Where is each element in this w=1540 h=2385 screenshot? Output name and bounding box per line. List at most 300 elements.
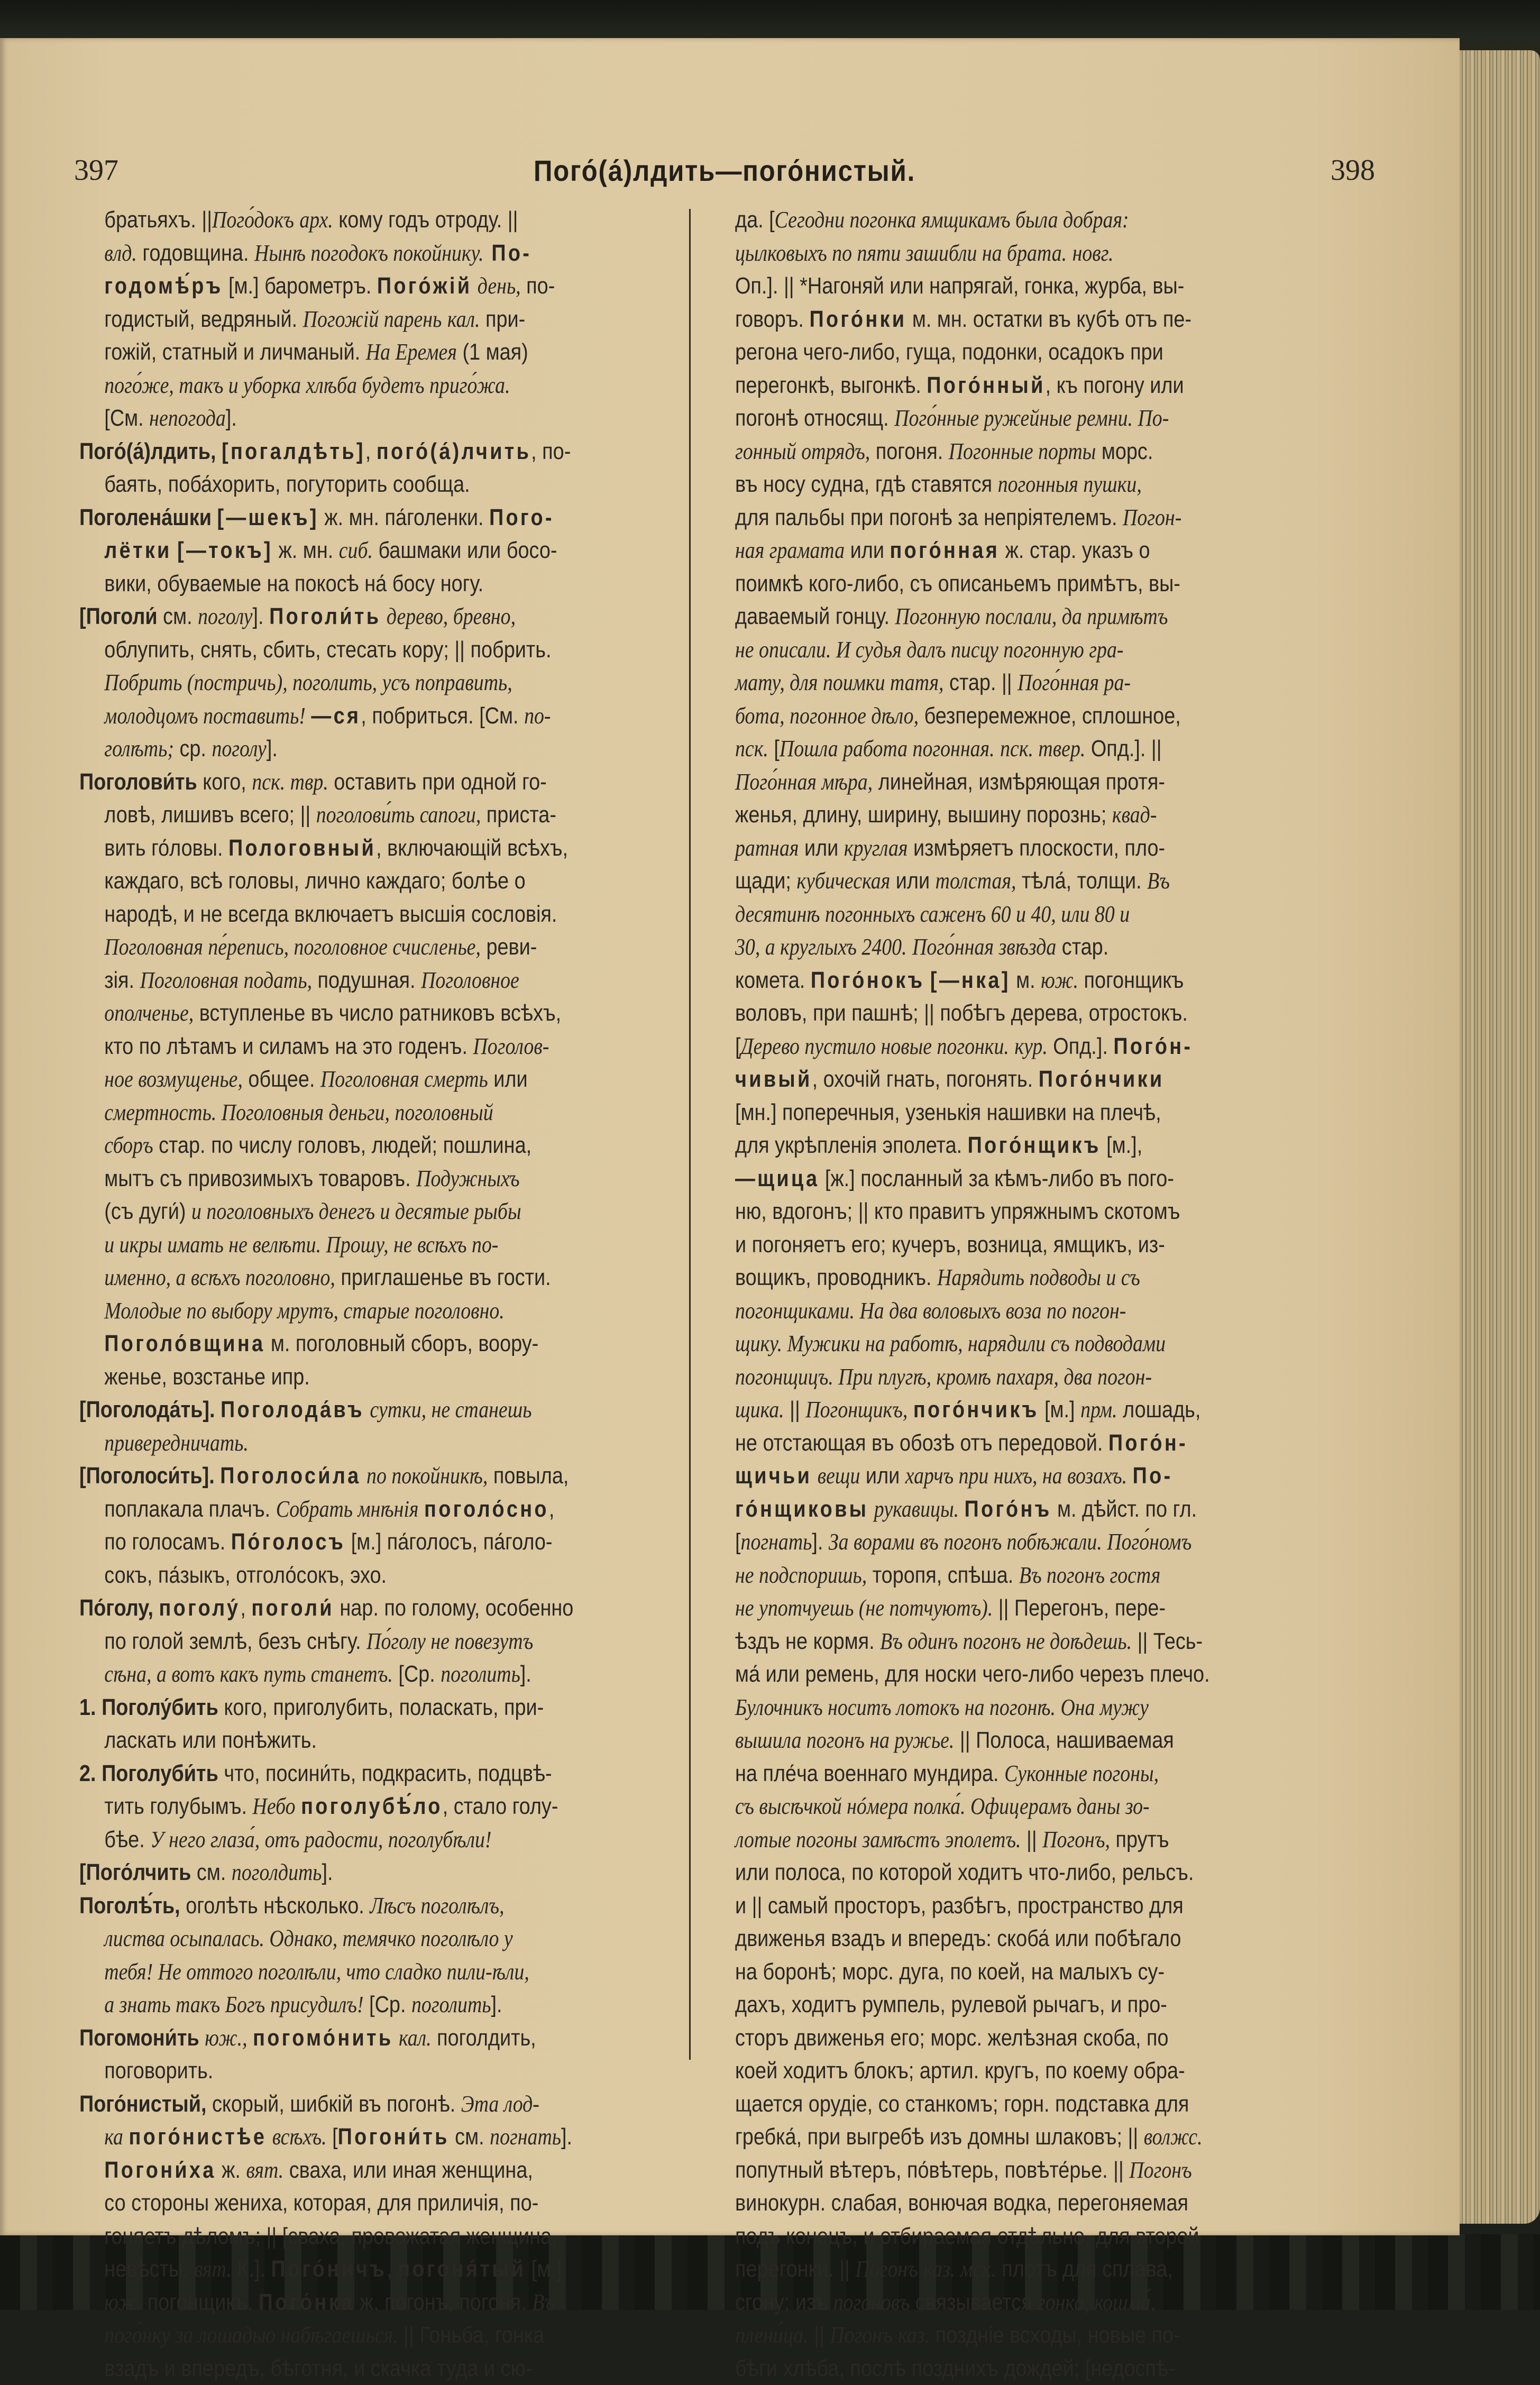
italic-example: не употчуешь (не потчуютъ). <box>735 1595 993 1621</box>
text-run: вить го́ловы. <box>104 835 228 861</box>
text-run: [м.] <box>526 2256 562 2282</box>
text-run: [м.] <box>1039 1397 1080 1423</box>
italic-example: Пого́нная звѣзда <box>912 934 1056 960</box>
italic-example: ка <box>104 2124 123 2150</box>
italic-example: погонщиками. На два воловыхъ воза по погон- <box>735 1298 1126 1324</box>
text-line <box>79 1592 593 1625</box>
italic-example: На Еремея <box>366 339 457 365</box>
text-run: ма́ или ремень, для носки чего-либо черезъ плечо. <box>735 1661 1210 1687</box>
spaced-term: Поголоси́ла <box>220 1463 361 1489</box>
text-run: || <box>809 2322 830 2348</box>
text-line <box>79 1162 593 1196</box>
text-line <box>79 700 593 733</box>
text-line <box>735 1889 1244 1923</box>
spaced-term: пого́(а́)лчить <box>377 438 531 464</box>
text-run: облупить, снять, сбить, стесать кору; || побрить. <box>104 637 551 663</box>
italic-example: по покойникѣ, <box>366 1463 488 1489</box>
text-run: ]. <box>322 1859 333 1885</box>
italic-example: дерево, бревно, <box>387 603 516 629</box>
text-run: оголѣть нѣсколько. <box>180 1893 370 1919</box>
text-run <box>361 1463 367 1489</box>
text-line <box>79 666 593 700</box>
spaced-term: По- <box>484 240 532 266</box>
text-run <box>812 1463 818 1489</box>
text-line <box>79 270 593 303</box>
text-run: бѣе. <box>104 1827 150 1852</box>
spaced-term: Пого́нка <box>259 2289 355 2315</box>
italic-example: ная грамата <box>735 537 845 563</box>
text-line <box>735 2088 1244 2121</box>
italic-example: Нарядить подводы и съ <box>937 1264 1140 1290</box>
text-run: щади; <box>735 868 796 894</box>
text-run: , стало голу- <box>443 1793 558 1819</box>
text-line <box>79 1724 593 1757</box>
italic-example: Небо <box>252 1793 295 1819</box>
spaced-term: Пого́нный <box>927 372 1045 398</box>
text-line <box>79 303 593 336</box>
text-line <box>79 865 593 898</box>
italic-example: Въ <box>1147 868 1170 894</box>
headword: 1. Поголу́бить <box>79 1694 218 1720</box>
text-run: ласкать или понѣжить. <box>104 1727 317 1753</box>
text-line <box>79 534 593 567</box>
text-run: [мн.] поперечныя, узенькія нашивки на плечѣ, <box>735 1099 1161 1125</box>
text-line <box>735 666 1244 700</box>
text-line <box>735 700 1244 733</box>
text-run: баять, поба́хорить, погуторить сообща. <box>104 471 470 497</box>
italic-example: арх. <box>299 207 333 233</box>
text-run: для укрѣпленія эполета. <box>735 1132 968 1158</box>
text-line <box>79 2319 593 2352</box>
text-run: подушная. <box>312 967 421 993</box>
text-run: взадъ и впередъ, бѣготня, и скачка туда и сю- <box>104 2355 532 2381</box>
text-line <box>79 898 593 931</box>
italic-example: а знать такъ Богъ присудилъ! <box>104 1992 363 2017</box>
text-run: см. <box>158 603 198 629</box>
text-run: погонщикъ <box>1078 967 1184 993</box>
text-run <box>153 1595 159 1621</box>
text-run: погонщикъ. <box>142 2289 258 2315</box>
text-line <box>79 1790 593 1823</box>
italic-example: пск. твр. <box>252 769 328 795</box>
italic-example: Поголовная пе́репись, поголовное счисленье, <box>104 934 481 960</box>
spaced-term: По́голосъ <box>231 1529 345 1555</box>
text-line <box>735 2187 1244 2220</box>
text-line <box>79 2054 593 2088</box>
text-line <box>79 766 593 799</box>
text-line <box>79 732 593 766</box>
text-line <box>735 898 1244 931</box>
text-run: вощикъ, проводникъ. <box>735 1264 937 1290</box>
italic-example: смертность. Поголовныя деньги, поголовный <box>104 1099 493 1125</box>
text-run: поплакала плачъ. <box>104 1496 276 1522</box>
text-run: стар. <box>1056 934 1108 960</box>
text-run <box>907 934 913 960</box>
italic-example: Пого́докъ <box>212 207 294 233</box>
italic-example: 30, а круглыхъ 2400. <box>735 934 907 960</box>
text-line <box>79 1691 593 1724</box>
text-line <box>79 997 593 1030</box>
text-line <box>79 2022 593 2055</box>
text-line <box>79 468 593 501</box>
text-line <box>79 1261 593 1295</box>
text-run: (1 мая) <box>457 339 528 365</box>
text-line <box>735 1691 1244 1724</box>
text-line <box>735 1295 1244 1328</box>
text-run: по- <box>521 273 555 299</box>
text-line <box>79 1493 593 1526</box>
italic-example: Въ погонъ гостя <box>1019 1562 1160 1588</box>
text-run: годистый, ведряный. <box>104 306 302 332</box>
spaced-term: [погалдѣть] <box>222 438 365 464</box>
italic-example: Поголов- <box>473 1033 549 1059</box>
text-line <box>735 435 1244 469</box>
text-run: тить голубымъ. <box>104 1793 252 1819</box>
text-run: Оп.]. || *Нагоняй или напрягай, гонка, журба, вы- <box>735 273 1184 299</box>
text-line <box>735 1063 1244 1096</box>
text-run: ]. <box>561 2124 572 2150</box>
italic-example: именно, а всѣхъ поголовно, <box>104 1264 335 1290</box>
text-line <box>79 567 593 601</box>
text-line <box>79 501 593 535</box>
text-line <box>735 634 1244 667</box>
text-line <box>79 1956 593 1989</box>
text-run <box>908 1397 913 1423</box>
text-run: кого, <box>197 769 252 795</box>
text-run: годовщина. <box>137 240 254 266</box>
italic-example: погонщицъ. При плугѣ, кромѣ пахаря, два погон- <box>735 1364 1152 1390</box>
text-run: поголдить, <box>432 2025 536 2051</box>
text-line <box>735 766 1244 799</box>
text-line <box>735 1393 1244 1427</box>
text-line <box>735 1757 1244 1791</box>
italic-example: голѣть; <box>104 736 174 762</box>
text-run: попутный вѣтеръ, по́вѣтерь, повѣте́рье. || <box>735 2157 1129 2183</box>
text-run: ню, вдогонъ; || кто правитъ упряжнымъ скотомъ <box>735 1198 1180 1224</box>
italic-example: и поголовныхъ денегъ и десятые рыбы <box>191 1198 521 1224</box>
text-run: К.]. <box>232 2256 271 2282</box>
spaced-term: поголи́ <box>251 1595 334 1621</box>
text-run <box>306 703 311 729</box>
text-run: сокъ, па́зыкъ, отголо́сокъ, эхо. <box>104 1562 387 1588</box>
text-run: , по- <box>531 438 571 464</box>
text-line <box>735 931 1244 964</box>
text-run: или <box>488 1066 528 1092</box>
text-line <box>79 1129 593 1162</box>
text-line <box>735 303 1244 336</box>
text-line <box>79 1427 593 1460</box>
italic-example: день, <box>478 273 521 299</box>
text-run <box>924 967 930 993</box>
italic-example: Пого́нная мѣра, <box>735 769 873 795</box>
italic-example: влд. <box>104 240 137 266</box>
text-run <box>364 1397 370 1423</box>
text-line <box>79 1295 593 1328</box>
spaced-term: Пого́нъ <box>965 1496 1052 1522</box>
italic-example: привередничать. <box>104 1430 249 1456</box>
spaced-term: —ся <box>311 703 361 729</box>
spaced-term: Пого́нщикъ <box>968 1132 1101 1158</box>
text-line <box>735 997 1244 1030</box>
spaced-term: Поголода́въ <box>221 1397 364 1423</box>
text-run: [ <box>768 736 780 762</box>
italic-example: Поголовная подать, <box>140 967 312 993</box>
text-run: перегонкѣ, выгонкѣ. <box>735 372 927 398</box>
text-run <box>172 537 178 563</box>
italic-example: сборъ <box>104 1132 153 1158</box>
headword: Поголови́ть <box>79 769 197 795</box>
right-column <box>735 204 1327 2385</box>
text-run: ловѣ, лишивъ всего; || <box>104 802 316 828</box>
italic-example: Погон- <box>1123 504 1181 530</box>
italic-example: поголови́ть сапоги, <box>316 802 481 828</box>
text-run: торопя, спѣша. <box>867 1562 1019 1588</box>
text-line <box>735 865 1244 898</box>
text-run: гожій, статный и личманый. <box>104 339 366 365</box>
italic-example: Пого́нная ра- <box>1018 669 1131 695</box>
spaced-term: поголо́сно <box>424 1496 549 1522</box>
book-page-edges <box>1460 50 1540 2224</box>
italic-example: каз. <box>898 2322 930 2348</box>
text-run: ж. <box>216 2157 246 2183</box>
spaced-term: Пого́нки <box>809 306 906 332</box>
text-run: невѣсты. <box>104 2256 194 2282</box>
text-run: ]. <box>253 603 270 629</box>
text-run: || <box>1021 1827 1043 1852</box>
text-run: || Перегонъ, пере- <box>993 1595 1166 1621</box>
text-run <box>959 1496 965 1522</box>
text-line <box>79 402 593 435</box>
text-run: сгону; изъ <box>735 2289 833 2315</box>
text-line <box>735 501 1244 535</box>
italic-example: вышила погонъ на ружье. <box>735 1727 954 1753</box>
italic-example: Лѣсъ поголѣлъ, <box>370 1893 504 1919</box>
spaced-term: поголубѣ́ло <box>301 1793 443 1819</box>
text-run: или <box>890 868 935 894</box>
text-run: гребка́, при выгребѣ изъ домны шлаковъ; || <box>735 2124 1144 2150</box>
text-run: морс. <box>1096 438 1153 464</box>
text-run: , охочій гнать, погонять. <box>812 1066 1039 1092</box>
text-run: , <box>549 1496 555 1522</box>
text-run: каждаго, всѣ головы, лично каждаго; болѣе о <box>104 868 525 894</box>
headword: [Поголи́ <box>79 603 158 629</box>
text-run <box>1009 1033 1015 1059</box>
text-run <box>296 1793 301 1819</box>
text-line <box>735 2319 1244 2352</box>
text-run: при- <box>480 306 525 332</box>
text-run: см. <box>191 1859 231 1885</box>
italic-example: У него глаза́, отъ радости, поголубѣли! <box>150 1827 491 1852</box>
italic-example: плени́ца. <box>735 2322 809 2348</box>
text-run: зія. <box>104 967 140 993</box>
spaced-term: Пого́жій <box>377 273 472 299</box>
text-run <box>212 504 217 530</box>
text-run: братьяхъ. || <box>104 207 212 233</box>
text-line <box>735 270 1244 303</box>
text-line <box>79 1889 593 1923</box>
text-run: повыла, <box>488 1463 569 1489</box>
text-run: вики, обуваемые на покосѣ на́ босу ногу. <box>104 571 483 597</box>
text-line <box>735 732 1244 766</box>
text-line <box>79 204 593 237</box>
text-line <box>79 1922 593 1956</box>
text-run: стар. || <box>944 669 1018 695</box>
spaced-term: Поголо́вщина <box>104 1331 265 1356</box>
headword: Пого́(а́)лдить, <box>79 438 216 464</box>
text-run: вступленье въ число ратниковъ всѣхъ, <box>194 1000 561 1026</box>
italic-example: Въ <box>532 2289 555 2315</box>
italic-example: по- <box>524 703 551 729</box>
text-line <box>79 1658 593 1691</box>
text-run: и || самый просторъ, разбѣгъ, пространство для <box>735 1893 1184 1919</box>
text-run: погонѣ относящ. <box>735 405 894 431</box>
text-run: кому годъ отроду. || <box>333 207 518 233</box>
headword: Поголена́шки <box>79 504 212 530</box>
text-line <box>735 1361 1244 1394</box>
text-run: сваха, или иная женщина, <box>283 2157 533 2183</box>
text-line <box>79 2352 593 2385</box>
spaced-term: годомѣ́ръ <box>104 273 223 299</box>
text-run: поимкѣ кого-либо, съ описаньемъ примѣтъ, вы- <box>735 571 1180 597</box>
text-line <box>735 1823 1244 1857</box>
italic-example: погнать <box>741 1529 812 1555</box>
text-line <box>79 336 593 369</box>
text-run: по голой землѣ, безъ снѣгу. <box>104 1628 366 1654</box>
text-run: поговорить. <box>104 2058 213 2084</box>
text-run <box>215 1397 221 1423</box>
spaced-term: [—шекъ] <box>217 504 318 530</box>
spaced-term: лётки <box>104 537 171 563</box>
text-run: говоръ. <box>735 306 809 332</box>
text-run: дахъ, ходитъ румпель, рулевой рычагъ, и про- <box>735 1992 1167 2017</box>
italic-example: Погонъ <box>830 2322 892 2348</box>
text-run: коей ходитъ блокъ; артил. кругъ, по коему обра- <box>735 2058 1185 2084</box>
italic-example: не описали. И судья далъ писцу погонную гра- <box>735 637 1123 663</box>
text-line <box>79 1559 593 1592</box>
spaced-term: пого́нистѣе <box>129 2124 267 2150</box>
italic-example: поголу <box>198 603 252 629</box>
text-run: [м.], <box>1101 1132 1143 1158</box>
text-run <box>472 273 478 299</box>
italic-example: Молодые по выбору мрутъ, старые поголовно. <box>104 1298 504 1324</box>
text-run: приста- <box>481 802 556 828</box>
headword: [Поголода́ть]. <box>79 1397 215 1423</box>
headword: Пого́нистый, <box>79 2091 206 2117</box>
column-divider <box>689 209 691 2060</box>
text-run: реви- <box>481 934 537 960</box>
text-line <box>735 2352 1244 2385</box>
italic-example: вят. <box>194 2256 232 2282</box>
text-line <box>735 2054 1244 2088</box>
text-line <box>735 402 1244 435</box>
text-run: или <box>799 835 844 861</box>
text-line <box>735 1856 1244 1889</box>
text-run: или <box>860 1463 905 1489</box>
text-run: бѣги хлѣба, послѣ позднихъ дождей; [недоспѣ- <box>735 2355 1175 2381</box>
text-run: или полоса, по которой ходитъ что-либо, рельсъ. <box>735 1859 1194 1885</box>
italic-example: Погонъ <box>855 2256 918 2282</box>
text-run <box>393 2025 399 2051</box>
italic-example: пск. твер. <box>1000 736 1085 762</box>
text-run: или <box>845 537 890 563</box>
italic-example: ополченье, <box>104 1000 194 1026</box>
text-run: [м.] па́голосъ, па́голо- <box>345 1529 552 1555</box>
text-line <box>735 2121 1244 2154</box>
italic-example: ратная <box>735 835 799 861</box>
text-line <box>79 1757 593 1791</box>
text-run <box>267 2124 272 2150</box>
text-line <box>735 799 1244 832</box>
text-run: лошадь, <box>1117 1397 1201 1423</box>
text-run: ]. <box>491 1992 502 2017</box>
italic-example: мату, для поимки татя, <box>735 669 944 695</box>
italic-example: За ворами въ погонъ побѣжали. Пого́номъ <box>829 1529 1191 1555</box>
text-run <box>381 603 387 629</box>
text-run: поздніе всходы, новые по- <box>930 2322 1180 2348</box>
italic-example: пого́же, такъ и уборка хлѣба будетъ приго́жа. <box>104 372 510 398</box>
italic-example: бота, погонное дѣло, <box>735 703 919 729</box>
text-run: ср. <box>174 736 212 762</box>
italic-example: новг. <box>1072 240 1114 266</box>
italic-example: всѣхъ. <box>272 2124 327 2150</box>
text-line <box>735 2286 1244 2319</box>
text-run <box>123 2124 129 2150</box>
text-run: ж. мн. <box>273 537 339 563</box>
spaced-term: погомо́нить <box>253 2025 393 2051</box>
text-line <box>735 1559 1244 1592</box>
text-run: со стороны жениха, которая, для приличія, по- <box>104 2190 538 2216</box>
text-line <box>735 534 1244 567</box>
spaced-term: —щица <box>735 1166 819 1191</box>
italic-example: юж., <box>205 2025 247 2051</box>
italic-example: кал. <box>447 306 480 332</box>
text-run: ѣздъ не кормя. <box>735 1628 880 1654</box>
text-line <box>79 2220 593 2253</box>
italic-example: ное возмущенье, <box>104 1066 243 1092</box>
text-run: [См. <box>104 405 149 431</box>
text-line <box>735 1922 1244 1956</box>
italic-example: Погонную послали, да примѣтъ <box>895 603 1168 629</box>
italic-example: харчъ при нихъ, на возахъ. <box>905 1463 1127 1489</box>
text-run: [Ср. <box>364 1992 411 2017</box>
italic-example: Эта лод- <box>461 2091 539 2117</box>
text-run: , побриться. [См. <box>361 703 524 729</box>
text-run: кто по лѣтамъ и силамъ на это годенъ. <box>104 1033 473 1059</box>
spaced-term: Погони́ть <box>338 2124 450 2150</box>
spaced-term: [—токъ] <box>177 537 273 563</box>
text-line <box>735 1327 1244 1361</box>
italic-example: поголить <box>411 1992 491 2017</box>
text-line <box>735 832 1244 865</box>
text-line <box>79 2187 593 2220</box>
italic-example: Поголовная смерть <box>320 1066 488 1092</box>
italic-example: молодцомъ поставить! <box>104 703 306 729</box>
text-line <box>735 336 1244 369</box>
text-line <box>79 1625 593 1658</box>
text-line <box>79 435 593 469</box>
italic-example: гонка, кошма́, <box>1038 2289 1156 2315</box>
italic-example: Погожій парень <box>303 306 442 332</box>
text-run: м. мн. остатки въ кубѣ отъ пе- <box>906 306 1191 332</box>
text-run: винокурн. слабая, вонючая водка, перегоняемая <box>735 2190 1188 2216</box>
text-run: Опд.]. <box>1048 1033 1114 1059</box>
italic-example: волжс. <box>1144 2124 1203 2150</box>
text-run <box>995 736 1001 762</box>
italic-example: По́голу не повезутъ <box>366 1628 533 1654</box>
text-run: женье, возстанье ипр. <box>104 1364 309 1390</box>
text-run <box>918 2256 924 2282</box>
italic-example: прм. <box>1080 1397 1117 1423</box>
